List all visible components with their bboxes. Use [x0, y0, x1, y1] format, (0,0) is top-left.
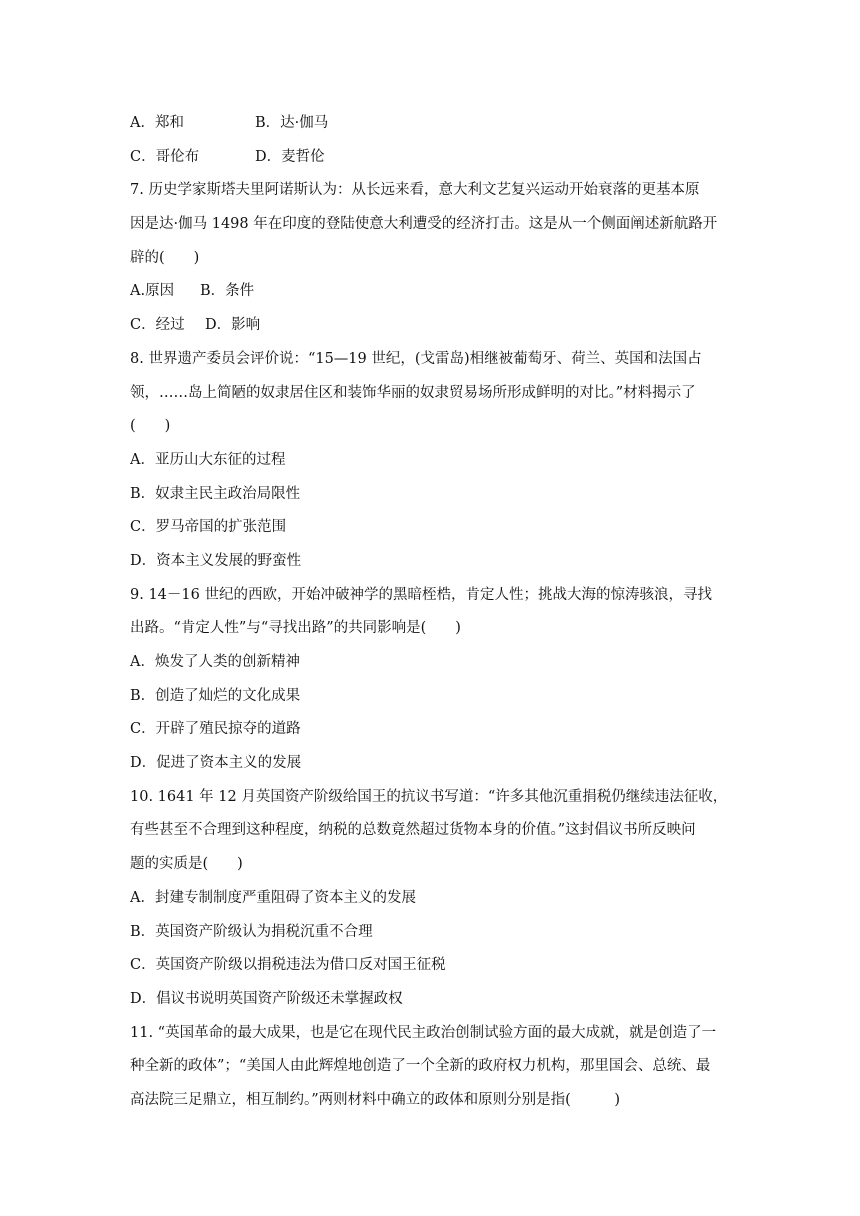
q6-option-b: B．达·伽马 [255, 115, 329, 131]
q10-option-c: C．英国资产阶级以捐税违法为借口反对国王征税 [130, 957, 446, 974]
q7-option-b: B．条件 [200, 283, 255, 300]
q6-options-row-2 [130, 141, 736, 175]
q9-stem-line-1: 9. 14－16 世纪的西欧，开始冲破神学的黑暗桎梏，肯定人性；挑战大海的惊涛骇浪，寻找 [130, 586, 712, 603]
q11-stem-line-1: 11. “英国革命的最大成果，也是它在现代民主政治创制试验方面的最大成就，就是创造了一 [130, 1024, 717, 1041]
q7-option-c: C．经过 [130, 317, 185, 334]
q10-option-d: D．倡议书说明英国资产阶级还未掌握政权 [130, 990, 403, 1007]
q7-option-d: D．影响 [205, 317, 261, 334]
q7-options-row-1 [130, 275, 736, 309]
q10-stem-line-3: 题的实质是( ) [130, 856, 243, 873]
q6-options-row-1 [130, 107, 736, 141]
q7-stem-line-3: 辟的( ) [130, 249, 200, 266]
q10-stem-line-1: 10. 1641 年 12 月英国资产阶级给国王的抗议书写道：“许多其他沉重捐税仍继续违法征收， [130, 788, 728, 805]
q10-stem-line-2: 有些甚至不合理到这种程度，纳税的总数竟然超过货物本身的价值。”这封倡议书所反映问 [130, 822, 696, 839]
q8-stem-line-3: ( ) [130, 418, 171, 435]
q6-option-c: C．哥伦布 [130, 148, 200, 165]
q10-option-a: A．封建专制制度严重阻碍了资本主义的发展 [130, 889, 416, 906]
q6-option-d: D．麦哲伦 [255, 148, 325, 165]
q8-option-c: C．罗马帝国的扩张范围 [130, 519, 287, 536]
q7-stem-line-1: 7. 历史学家斯塔夫里阿诺斯认为：从长远来看，意大利文艺复兴运动开始衰落的更基本原 [130, 182, 700, 199]
q9-option-a: A．焕发了人类的创新精神 [130, 654, 300, 670]
q9-option-d: D．促进了资本主义的发展 [130, 755, 302, 772]
q7-option-a: A.原因 [130, 283, 175, 300]
q9-option-b: B．创造了灿烂的文化成果 [130, 687, 301, 704]
q7-options-row-2 [130, 309, 736, 343]
q6-option-a: A．郑和 [130, 115, 184, 131]
q8-option-b: B．奴隶主民主政治局限性 [130, 485, 301, 502]
q11-stem-line-2: 种全新的政体”；“美国人由此辉煌地创造了一个全新的政府权力机构，那里国会、总统、最 [130, 1058, 711, 1075]
q8-option-a: A．亚历山大东征的过程 [130, 451, 286, 468]
q9-stem-line-2: 出路。“肯定人性”与“寻找出路”的共同影响是( ) [130, 620, 461, 637]
q11-stem-line-3: 高法院三足鼎立，相互制约。”两则材料中确立的政体和原则分别是指( ) [130, 1091, 620, 1108]
q8-stem-line-1: 8. 世界遗产委员会评价说：“15—19 世纪，(戈雷岛)相继被葡萄牙、荷兰、英国和法国占 [130, 350, 702, 367]
q8-option-d: D．资本主义发展的野蛮性 [130, 552, 302, 569]
q10-option-b: B．英国资产阶级认为捐税沉重不合理 [130, 923, 373, 940]
q9-option-c: C．开辟了殖民掠夺的道路 [130, 721, 301, 738]
q8-stem-line-2: 领，……岛上简陋的奴隶居住区和装饰华丽的奴隶贸易场所形成鲜明的对比。”材料揭示了 [130, 384, 696, 401]
q7-stem-line-2: 因是达·伽马 1498 年在印度的登陆使意大利遭受的经济打击。这是从一个侧面阐述新航路开 [130, 216, 718, 233]
exam-page [130, 107, 736, 1118]
